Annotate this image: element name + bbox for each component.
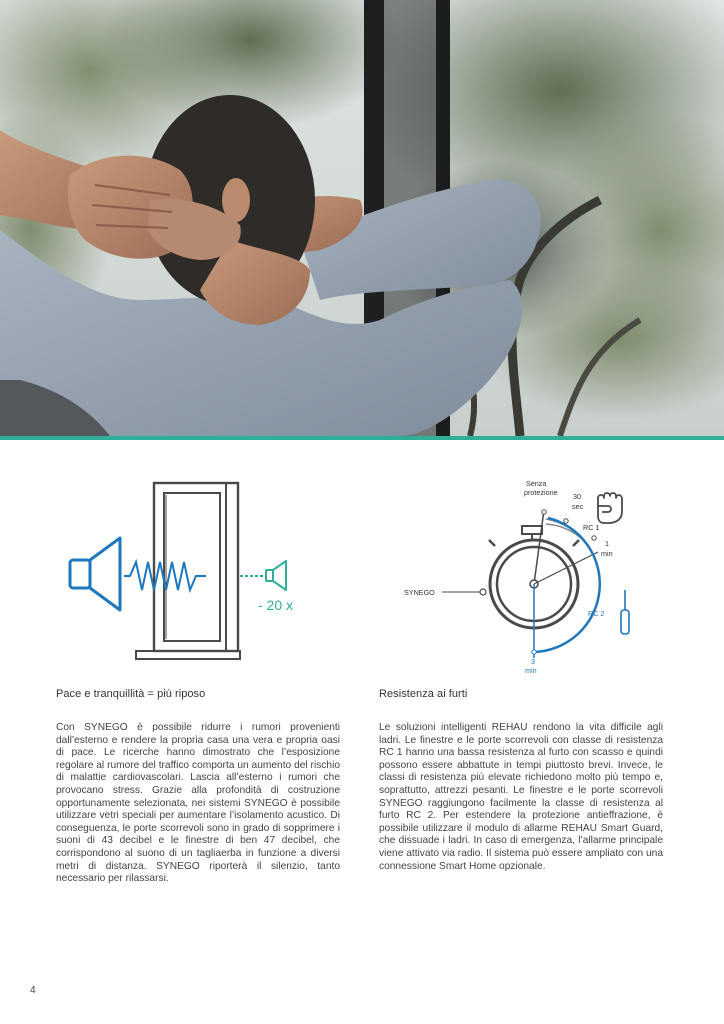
label-min-1: min [601,549,613,558]
fist-icon [598,493,622,523]
label-30: 30 [573,492,581,501]
stopwatch-icon [489,510,598,658]
label-3: 3 [531,657,535,666]
security-body: Le soluzioni intelligenti REHAU rendono la vita difficile agli ladri. Le finestre e le porte scorrevoli con classe di resistenza RC 1 hanno una bassa resistenza al furto con scasso e quindi possono essere abbattute in tempi piuttosto brevi. Invece, le classi di resistenza più elevate richiedono molto più tempo e, soprattutto, attrezzi pesanti. Le finestre e le porte scorrevoli SYNEGO raggiungono facilmente la classe di resistenza al furto RC 2. Per estendere la protezione antieffrazione, è possibile utilizzare il modulo di allarme REHAU Smart Guard, che dissuade i ladri. In caso di emergenza, l’allarme principale viene attivato via radio. Il sistema può essere ampliato con una connessione Smart Home opzionale. [379,722,663,872]
security-column [379,688,663,873]
label-rc2: RC 2 [588,609,605,618]
label-no-protection-1: Senza [526,479,547,488]
speaker-small-icon [266,561,286,590]
noise-column [56,688,340,886]
hero-photo [0,0,724,436]
speaker-icon [70,538,120,610]
noise-reduction-figure [60,476,320,666]
label-rc1: RC 1 [583,523,600,532]
burglary-resistance-figure [396,474,646,676]
accent-divider [0,436,724,440]
noise-body: Con SYNEGO è possibile ridurre i rumori provenienti dall’esterno e rendere la propria casa una vera e propria oasi di pace. Le ricerche hanno dimostrato che l’esposizione regolare al rumore del traffico comporta un aumento del rischio di malattie cardiovascolari. Lascia all’esterno i rumori che provocano stress. Grazie alla profondità di costruzione opportunamente selezionata, nei sistemi SYNEGO è possibile utilizzare vetri speciali per aumentare l’isolamento acustico. Di conseguenza, le porte scorrevoli sono in grado di sopprimere i suoni di 43 decibel e le finestre di ben 47 decibel, che corrispondono al suono di un tagliaerba in funzione a diversi metri di distanza. SYNEGO riporterà il silenzio, tanto necessario per rilassarsi. [56,722,340,885]
label-synego: SYNEGO [404,588,435,597]
label-1: 1 [605,539,609,548]
reduction-label: - 20 x [258,597,294,613]
label-protezione: protezione [524,488,558,497]
page-number: 4 [30,985,36,996]
screwdriver-icon [621,590,629,634]
noise-heading: Pace e tranquillità = più riposo [56,688,206,700]
label-min-3: min [525,666,537,675]
sliding-door-icon [136,483,240,659]
security-heading: Resistenza ai furti [379,688,468,700]
label-sec: sec [572,502,584,511]
man-relaxing-photo [0,0,724,436]
